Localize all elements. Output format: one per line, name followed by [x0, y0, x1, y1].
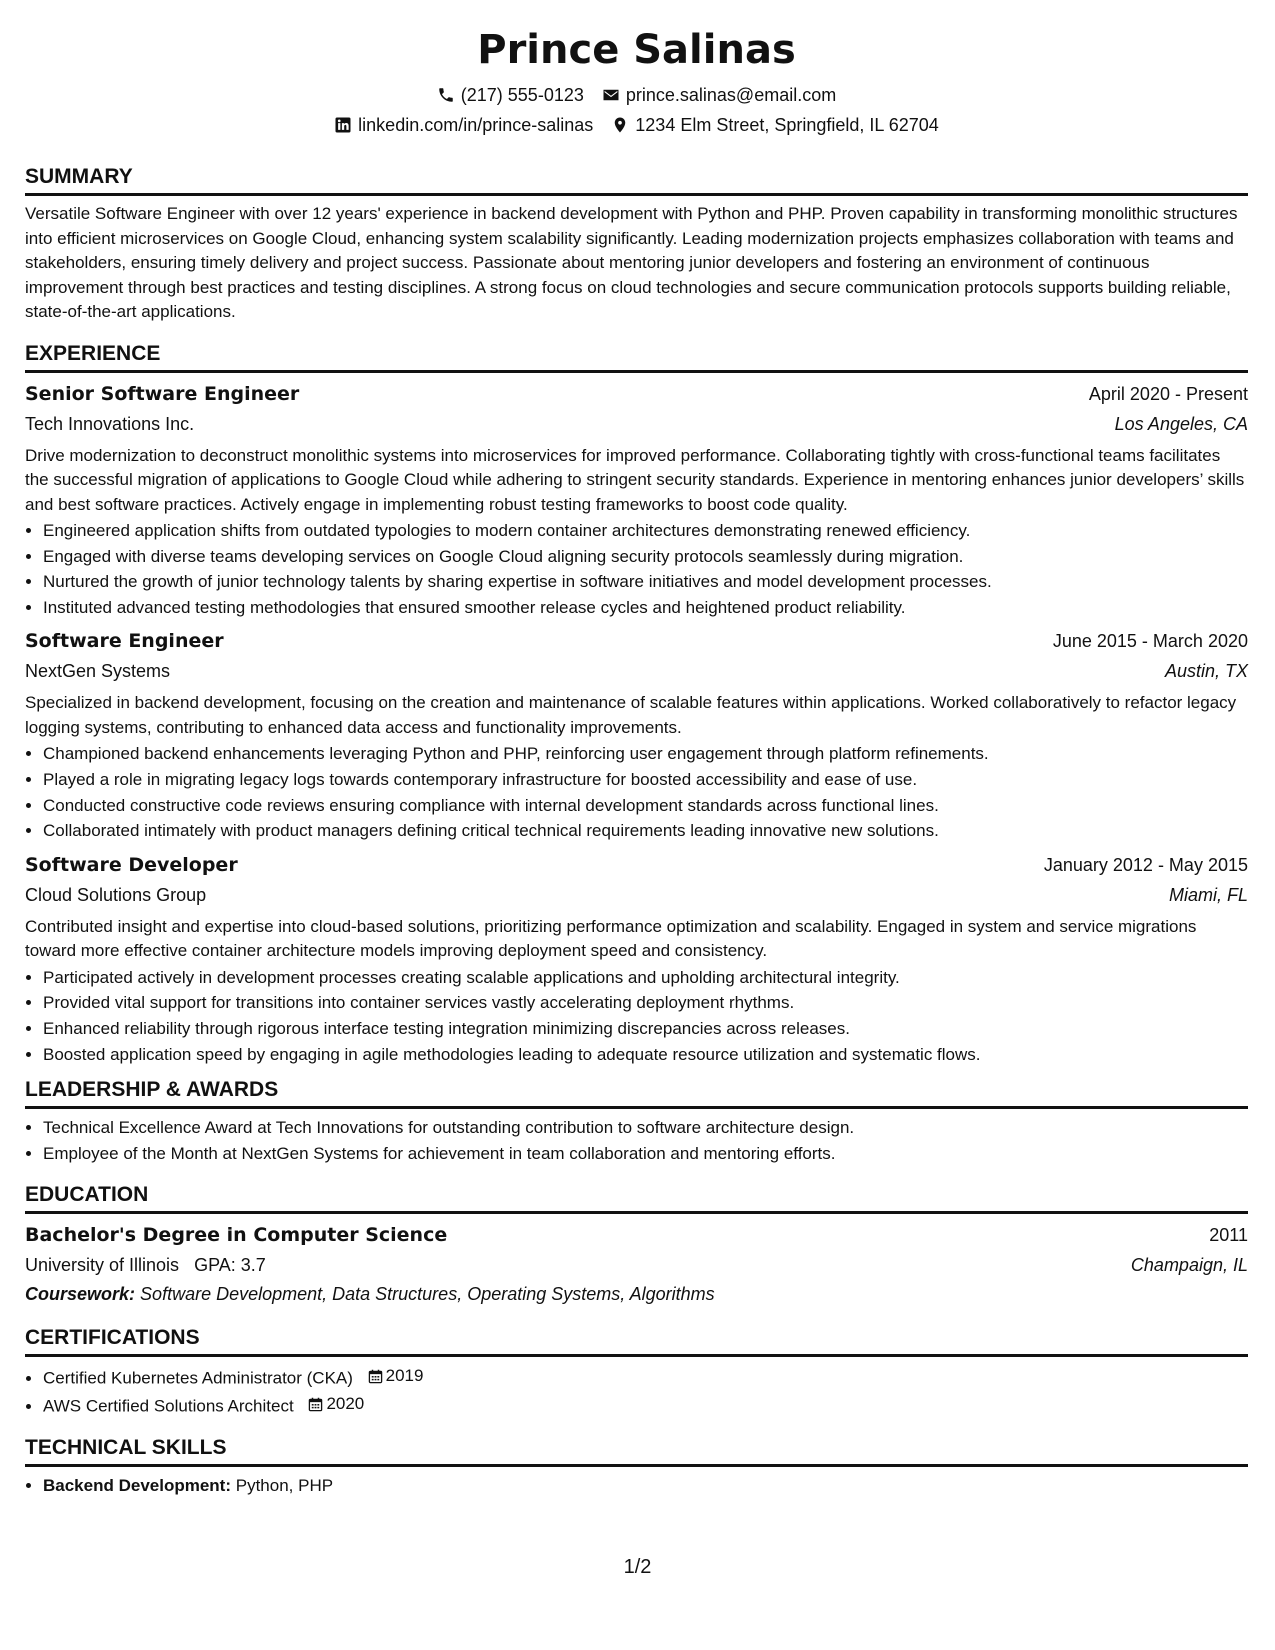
certifications-title: CERTIFICATIONS — [25, 1323, 1248, 1357]
experience-section — [25, 339, 1248, 1068]
candidate-name: Prince Salinas — [477, 27, 796, 73]
job-location: Los Angeles, CA — [1114, 413, 1248, 434]
cert-date — [368, 1363, 424, 1389]
skills-section — [25, 1433, 1248, 1499]
cert-year: 2020 — [326, 1394, 365, 1414]
page-number: 1/2 — [623, 1556, 652, 1578]
linkedin-contact[interactable] — [334, 110, 593, 140]
job-bullets — [25, 965, 1248, 1067]
education-subheader — [25, 1251, 1248, 1280]
cert-name: AWS Certified Solutions Architect — [43, 1396, 294, 1416]
coursework-list: Software Development, Data Structures, Operating Systems, Algorithms — [140, 1284, 715, 1305]
contact-line-2 — [25, 110, 1248, 140]
school-location: Champaign, IL — [1130, 1255, 1248, 1276]
cert-year: 2019 — [385, 1366, 424, 1386]
skill-label: Backend Development: — [43, 1476, 231, 1496]
certifications-list — [25, 1363, 1248, 1419]
job-company: NextGen Systems — [25, 661, 171, 682]
list-item: • Engineered application shifts from outdated typologies to modern container architectures demonstrating renewed efficiency. — [43, 518, 1248, 544]
school-name: University of Illinois — [25, 1255, 180, 1276]
job-title: Senior Software Engineer — [25, 382, 300, 405]
list-item: • Championed backend enhancements leveraging Python and PHP, reinforcing user engagement through platform refinements. — [43, 741, 1248, 767]
list-item: • Nurtured the growth of junior technology talents by sharing expertise in software initiatives and model development processes. — [43, 569, 1248, 595]
list-item — [43, 1363, 1248, 1391]
leadership-section — [25, 1075, 1248, 1166]
email-text[interactable]: prince.salinas@email.com — [625, 85, 837, 105]
job-dates: January 2012 - May 2015 — [1043, 854, 1248, 875]
list-item: • Technical Excellence Award at Tech Innovations for outstanding contribution to software architecture design. — [43, 1115, 1248, 1141]
list-item — [43, 1473, 1248, 1499]
education-title: EDUCATION — [25, 1180, 1248, 1214]
email-contact[interactable] — [602, 80, 836, 110]
graduation-year: 2011 — [1209, 1225, 1248, 1246]
leadership-list — [25, 1115, 1248, 1166]
list-item: • Engaged with diverse teams developing services on Google Cloud aligning security protocols seamlessly during migration. — [43, 544, 1248, 570]
job-subheader — [25, 881, 1248, 910]
skill-value: Python, PHP — [235, 1476, 334, 1496]
job-entry — [25, 850, 1248, 1067]
phone-icon — [437, 86, 455, 104]
school-info — [25, 1251, 266, 1280]
calendar-icon — [368, 1369, 383, 1384]
summary-text: Versatile Software Engineer with over 12 years' experience in backend development with Python and PHP. Proven capability in transforming monolithic structures into efficient microservices on Google Cloud, enhancing system scalability significantly. Leading modernization projects emphasizes collaboration with teams and stakeholders, ensuring timely delivery and project success. Passionate about mentoring junior developers and fostering an environment of continuous improvement through best practices and testing disciplines. A strong focus on cloud technologies and secure communication protocols supports building reliable, state-of-the-art applications. — [25, 204, 1238, 321]
list-item — [43, 1391, 1248, 1419]
calendar-icon — [308, 1397, 323, 1412]
coursework — [25, 1280, 1248, 1309]
job-subheader — [25, 657, 1248, 686]
contact-line-1 — [25, 80, 1248, 110]
gpa: GPA: 3.7 — [194, 1255, 266, 1276]
list-item: • Played a role in migrating legacy logs towards contemporary infrastructure for boosted accessibility and ease of use. — [43, 767, 1248, 793]
coursework-label: Coursework: — [25, 1284, 136, 1305]
list-item: • Conducted constructive code reviews ensuring compliance with internal development standards across functional lines. — [43, 793, 1248, 819]
list-item: • Enhanced reliability through rigorous interface testing integration minimizing discrepancies across releases. — [43, 1016, 1248, 1042]
linkedin-icon — [334, 116, 352, 134]
experience-title: EXPERIENCE — [25, 339, 1248, 373]
list-item: • Boosted application speed by engaging in agile methodologies leading to adequate resource utilization and systematic flows. — [43, 1042, 1248, 1068]
job-company: Cloud Solutions Group — [25, 884, 207, 905]
address-contact — [611, 110, 939, 140]
job-header — [25, 626, 1248, 657]
phone-contact — [437, 80, 584, 110]
skills-list — [25, 1473, 1248, 1499]
cert-name: Certified Kubernetes Administrator (CKA) — [43, 1368, 353, 1388]
job-entry — [25, 626, 1248, 843]
job-header — [25, 379, 1248, 410]
list-item: • Employee of the Month at NextGen Systems for achievement in team collaboration and mentoring efforts. — [43, 1141, 1248, 1167]
job-location: Miami, FL — [1168, 884, 1248, 905]
education-header — [25, 1220, 1248, 1251]
cert-date — [308, 1391, 364, 1417]
job-header — [25, 850, 1248, 881]
list-item: • Provided vital support for transitions into container services vastly accelerating deployment rhythms. — [43, 990, 1248, 1016]
job-dates: June 2015 - March 2020 — [1052, 631, 1248, 652]
job-dates: April 2020 - Present — [1088, 383, 1248, 404]
job-description: Contributed insight and expertise into cloud-based solutions, prioritizing performance optimization and scalability. Engaged in system and service migrations toward more effective container architecture models improving deployment speed and consistency. — [25, 916, 1197, 961]
job-title: Software Engineer — [25, 630, 224, 653]
list-item: • Collaborated intimately with product managers defining critical technical requirements leading innovative new solutions. — [43, 818, 1248, 844]
certifications-section — [25, 1323, 1248, 1419]
job-description: Drive modernization to deconstruct monolithic systems into microservices for improved performance. Collaborating tightly with cross-functional teams facilitates the successful migration of applications to Google Cloud while adhering to stringent security standards. Experience in mentoring enhances junior developers’ skills and best software practices. Actively engage in implementing robust testing frameworks to boost code quality. — [25, 445, 1245, 514]
linkedin-text[interactable]: linkedin.com/in/prince-salinas — [358, 115, 594, 135]
job-company: Tech Innovations Inc. — [25, 413, 195, 434]
job-description: Specialized in backend development, focusing on the creation and maintenance of scalable features within applications. Worked collaboratively to refactor legacy logging systems, contributing to enhanced data access and functionality improvements. — [25, 693, 1237, 737]
job-bullets — [25, 741, 1248, 843]
job-subheader — [25, 410, 1248, 439]
job-entry — [25, 379, 1248, 621]
education-section — [25, 1180, 1248, 1309]
phone-text: (217) 555-0123 — [460, 85, 584, 105]
summary-section — [25, 162, 1248, 325]
job-bullets — [25, 518, 1248, 620]
degree-title: Bachelor's Degree in Computer Science — [25, 1224, 448, 1247]
job-location: Austin, TX — [1164, 661, 1248, 682]
job-title: Software Developer — [25, 853, 238, 876]
address-text: 1234 Elm Street, Springfield, IL 62704 — [635, 115, 939, 135]
list-item: • Instituted advanced testing methodologies that ensured smoother release cycles and heightened product reliability. — [43, 595, 1248, 621]
summary-title: SUMMARY — [25, 162, 1248, 196]
map-pin-icon — [611, 116, 629, 134]
skills-title: TECHNICAL SKILLS — [25, 1433, 1248, 1467]
list-item: • Participated actively in development processes creating scalable applications and upholding architectural integrity. — [43, 965, 1248, 991]
leadership-title: LEADERSHIP & AWARDS — [25, 1075, 1248, 1109]
envelope-icon — [602, 86, 620, 104]
resume-page — [25, 18, 1248, 1499]
